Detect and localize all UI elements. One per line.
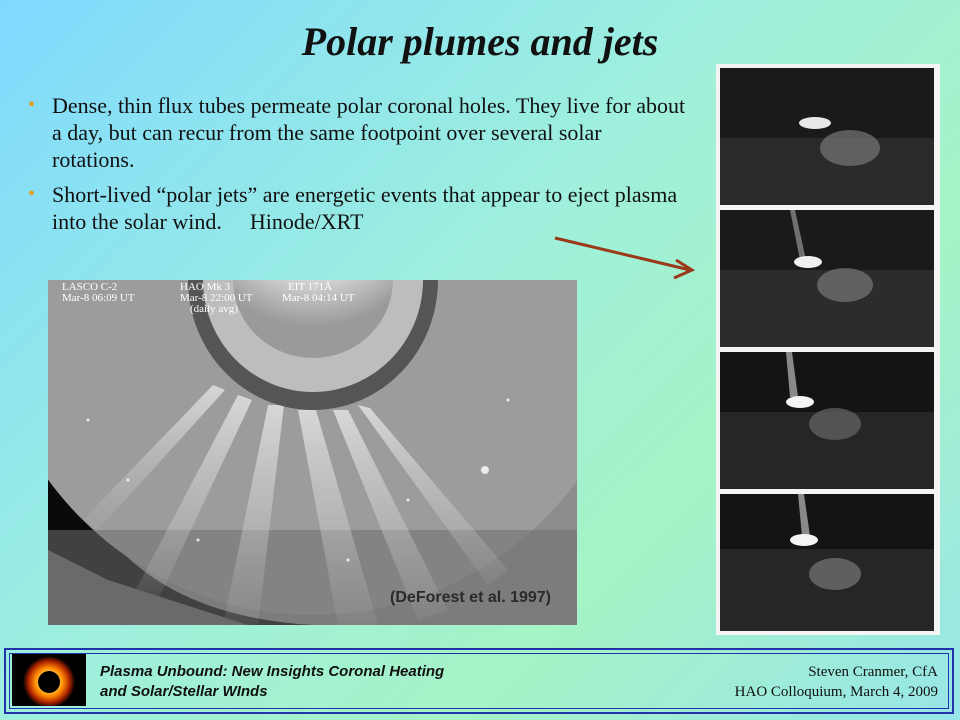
plume-composite-image [48,280,577,625]
bullet-item [28,181,688,235]
footer-talk-title: Plasma Unbound: New Insights Coronal Heating and Solar/Stellar WInds [100,663,445,700]
bullet-item [28,92,688,173]
xrt-frame [720,68,934,205]
bullet-text: Short-lived “polar jets” are energetic events that appear to eject plasma into the solar wind. [52,182,678,234]
bullet-icon: • [28,183,36,205]
bullet-icon: • [28,94,36,116]
hao-label: HAO Mk 3 Mar-8 22:00 UT (daily avg) [180,281,253,315]
hinode-xrt-image-sequence [716,64,940,635]
lasco-label: LASCO C-2 Mar-8 06:09 UT [62,281,135,304]
xrt-frame [720,352,934,489]
eclipse-logo [12,654,86,706]
xrt-frame [720,494,934,631]
bullet-list [28,92,688,243]
eit-label: EIT 171Å Mar-8 04:14 UT [282,281,355,304]
slide-title: Polar plumes and jets [301,19,659,64]
bullet-text: Dense, thin flux tubes permeate polar coronal holes. They live for about a day, but can recur from the same footpoint over several solar rotations. [52,93,686,172]
footer [4,648,954,714]
footer-author: Steven Cranmer, CfA HAO Colloquium, March 4, 2009 [734,664,938,700]
xrt-frame [720,210,934,347]
image-credit: (DeForest et al. 1997) [390,589,551,606]
hinode-label: Hinode/XRT [249,209,364,234]
